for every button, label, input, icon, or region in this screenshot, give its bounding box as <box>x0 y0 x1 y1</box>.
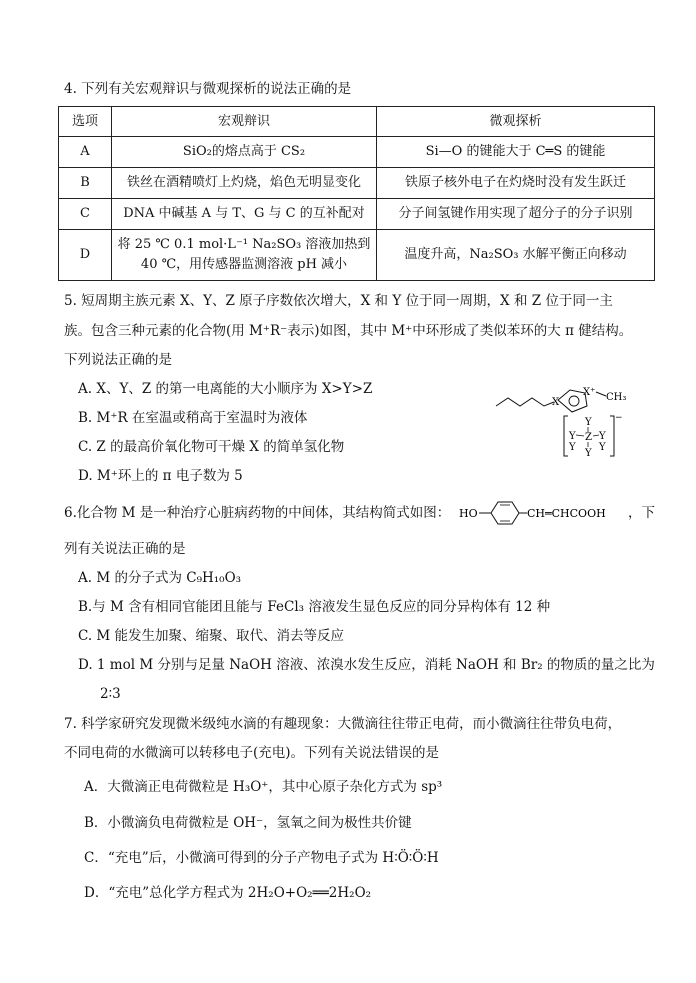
q6-option-d-tail: 2∶3 <box>100 686 121 702</box>
anion-y-lower-right: Y <box>599 442 606 453</box>
row-micro: 温度升高，Na₂SO₃ 水解平衡正向移动 <box>377 230 655 281</box>
q4-table <box>58 106 655 281</box>
q6-option-b: B.与 M 含有相同官能团且能与 FeCl₃ 溶液发生显色反应的同分异构体有 12 种 <box>78 599 551 615</box>
q6-option-a: A. M 的分子式为 C₉H₁₀O₃ <box>78 570 242 586</box>
q7-option-d: D．“充电”总化学方程式为 2H₂O+O₂══2H₂O₂ <box>84 885 372 901</box>
q6-option-d: D. 1 mol M 分别与足量 NaOH 溶液、浓溴水发生反应，消耗 NaOH 和 Br₂ 的物质的量之比为 <box>78 657 655 673</box>
anion-z: Z <box>585 432 592 443</box>
header-option: 选项 <box>59 107 112 137</box>
q5-option-c: C. Z 的最高价氧化物可干燥 X 的简单氢化物 <box>78 439 345 455</box>
q4-stem: 4. 下列有关宏观辩识与微观探析的说法正确的是 <box>64 81 352 97</box>
row-micro: Si—O 的键能大于 C═S 的键能 <box>377 137 655 168</box>
q7-option-c: C．“充电”后，小微滴可得到的分子产物电子式为 H∶Ö∶Ö∶H <box>84 850 439 866</box>
q5-stem-line2: 族。包含三种元素的化合物(用 M⁺R⁻表示)如图，其中 M⁺中环形成了类似苯环的大 π 健结构。 <box>64 323 633 339</box>
q7-stem-line1: 7. 科学家研究发现微米级纯水滴的有趣现象：大微滴往往带正电荷，而小微滴往往带负电荷， <box>64 716 622 732</box>
anion-y-left: Y <box>569 431 576 442</box>
q6-stem-line2: 列有关说法正确的是 <box>64 541 186 557</box>
anion-y-right: Y <box>599 431 606 442</box>
anion-y-bottom: Y <box>585 448 592 459</box>
row-macro <box>112 230 377 281</box>
q6-stem-tail: ，下 <box>628 505 655 521</box>
ring-circle <box>569 396 579 406</box>
row-macro-line2: 40 ℃，用传感器监测溶液 pH 减小 <box>140 257 348 272</box>
bracket-left <box>564 416 568 456</box>
q5-option-b: B. M⁺R 在室温或稍高于室温时为液体 <box>78 410 308 426</box>
anion-bond-left <box>576 435 584 436</box>
row-option: D <box>59 230 112 281</box>
structure-ho: HO <box>459 507 478 520</box>
q5-option-d: D. M⁺环上的 π 电子数为 5 <box>78 468 243 484</box>
butyl-chain <box>496 398 554 406</box>
table-row <box>59 199 655 230</box>
q5-stem-line1: 5. 短周期主族元素 X、Y、Z 原子序数依次增大，X 和 Y 位于同一周期，X 和 Z 位于同一主 <box>64 293 613 309</box>
table-row <box>59 137 655 168</box>
header-micro: 微观探析 <box>377 107 655 137</box>
q6-option-c: C. M 能发生加聚、缩聚、取代、消去等反应 <box>78 628 345 644</box>
ring-x-label: X <box>552 397 560 408</box>
anion-y-top: Y <box>585 417 592 428</box>
anion-y-lower-left: Y <box>569 442 576 453</box>
structure-side-chain: CH═CHCOOH <box>527 507 606 520</box>
row-option: A <box>59 137 112 168</box>
q7-stem-line2: 不同电荷的水微滴可以转移电子(充电)。下列有关说法错误的是 <box>64 745 440 761</box>
q5-structure-diagram <box>490 378 640 460</box>
table-header-row <box>59 107 655 137</box>
row-macro-line1: 将 25 ℃ 0.1 mol·L⁻¹ Na₂SO₃ 溶液加热到 <box>117 237 371 253</box>
row-macro: DNA 中碱基 A 与 T、G 与 C 的互补配对 <box>112 199 377 230</box>
row-micro: 铁原子核外电子在灼烧时没有发生跃迁 <box>377 168 655 199</box>
q7-option-a: A．大微滴正电荷微粒是 H₃O⁺，其中心原子杂化方式为 sp³ <box>84 779 443 795</box>
methyl-bond <box>596 392 606 396</box>
q5-option-a: A. X、Y、Z 的第一电离能的大小顺序为 X>Y>Z <box>78 381 373 397</box>
table-row <box>59 168 655 199</box>
row-option: C <box>59 199 112 230</box>
row-option: B <box>59 168 112 199</box>
header-macro: 宏观辩识 <box>112 107 377 137</box>
anion-charge: − <box>615 413 623 423</box>
row-micro: 分子间氢键作用实现了超分子的分子识别 <box>377 199 655 230</box>
q6-stem-line1: 6.化合物 M 是一种治疗心脏病药物的中间体，其结构简式如图： <box>64 505 451 521</box>
q5-stem-line3: 下列说法正确的是 <box>64 352 172 368</box>
row-macro: SiO₂的熔点高于 CS₂ <box>112 137 377 168</box>
q6-structure-diagram <box>457 498 637 526</box>
table-row <box>59 230 655 281</box>
q7-option-b: B．小微滴负电荷微粒是 OH⁻，氢氧之间为极性共价键 <box>84 815 412 831</box>
row-macro: 铁丝在酒精喷灯上灼烧，焰色无明显变化 <box>112 168 377 199</box>
ring-xplus-label: X⁺ <box>583 387 596 398</box>
ch3-label: CH₃ <box>606 392 627 403</box>
bracket-right <box>610 416 614 456</box>
